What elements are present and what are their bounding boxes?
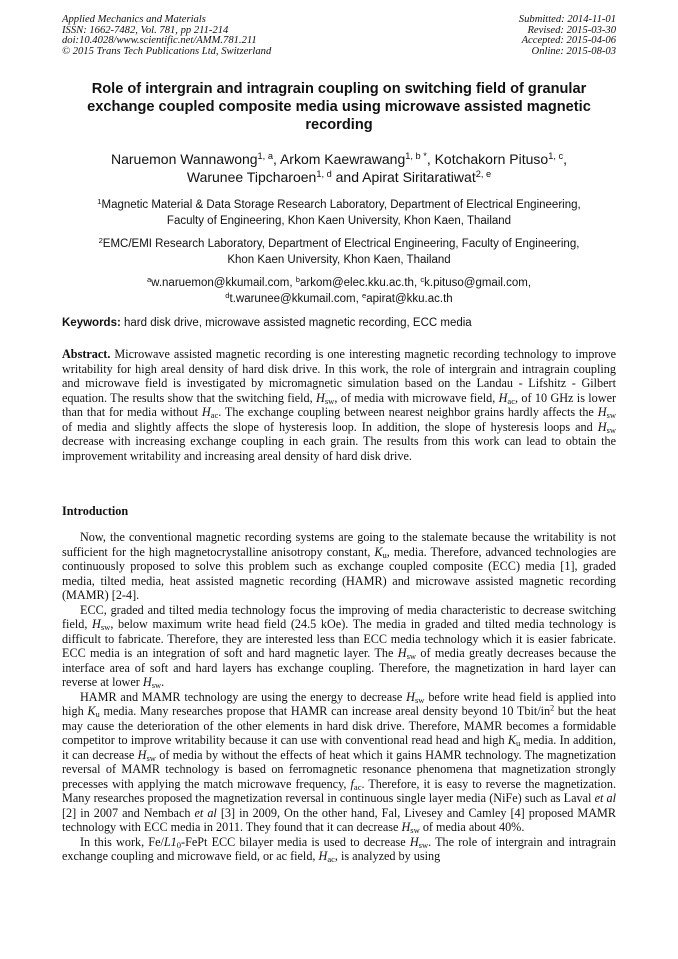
email-sup: c — [420, 274, 425, 284]
paragraph — [62, 530, 616, 603]
text-run: Microwave assisted magnetic recording is one interesting magnetic recording technology to improve writability for high areal density of hard disk drive. In this work, the role of intergrain and intragrain coupling and microwave field is investigated by micromagnetic simulation based on the Landau - Lifshitz - Gilbert equation. The results show that the switching field, — [62, 347, 617, 405]
symbol-sub: sw — [414, 694, 425, 705]
symbol-sub: ac — [353, 781, 362, 792]
author-sup: 1, c — [548, 150, 564, 161]
symbol-sub: sw — [324, 395, 335, 406]
symbol-sub: sw — [146, 752, 156, 763]
affiliation-line: Magnetic Material & Data Storage Research Laboratory, Department of Electrical Engineering, — [101, 199, 581, 211]
author-name: Warunee Tipcharoen — [186, 169, 317, 185]
text-run: before write head field is applied into high — [62, 689, 617, 718]
affiliation-line: Khon Kaen University, Khon Kaen, Thailand — [227, 254, 451, 266]
email-list — [62, 275, 616, 307]
text-run: Now, the conventional magnetic recording systems are going to the stalemate because the writability is not sufficient for the high magnetocrystalline anisotropy constant, — [62, 530, 616, 559]
email-link[interactable]: k.pituso@gmail.com, — [424, 277, 532, 289]
author-sup: 1, b * — [405, 150, 427, 161]
text-run: of 10 GHz is lower than that for media without — [62, 390, 617, 419]
author-sup: 1, d — [316, 168, 332, 179]
symbol: H — [142, 675, 152, 689]
email-sup: e — [362, 290, 367, 300]
keywords-text: hard disk drive, microwave assisted magnetic recording, ECC media — [124, 317, 472, 329]
author-list: Naruemon Wannawong$^{1, a}$, Arkom Kaewrawang$^{1, b *}$, Kotchakorn Pituso$^{1, c}$, Warunee Tipcharoen$^{1, d}$ and Apirat Siritaratiwat$^{2, e}$ — [110, 150, 567, 185]
author-name: Apirat Siritaratiwat — [362, 169, 476, 185]
dates-info — [519, 15, 616, 57]
text-run: , below maximum write head field (24.5 kOe). The media in graded and tilted media technology is difficult to fabricate. Therefore, they are interested less than ECC media technology which it is easier fabricate. ECC media is an integration of soft and hard magnetic layer. The — [62, 617, 616, 660]
paragraph — [62, 603, 616, 690]
email-link[interactable]: arkom@elec.kku.ac.th, — [300, 277, 418, 289]
keywords-label: Keywords: — [62, 317, 121, 329]
symbol: K — [87, 704, 96, 718]
text-run: In this work, Fe/ — [80, 834, 164, 849]
symbol-sub: ac — [210, 410, 219, 421]
symbol: H — [409, 834, 419, 849]
affiliation-number: 1 — [97, 196, 102, 206]
symbol-sub: u — [95, 709, 100, 720]
symbol: H — [92, 617, 101, 631]
symbol-sub: sw — [418, 839, 429, 850]
et-al: et al — [594, 791, 617, 805]
symbol-sub: sw — [606, 410, 617, 421]
symbol: H — [397, 646, 407, 660]
email-link[interactable]: apirat@kku.ac.th — [366, 293, 453, 305]
affiliation-2 — [62, 236, 616, 268]
paragraph — [62, 690, 616, 835]
superscript: 2 — [550, 703, 555, 713]
email-link[interactable]: t.warunee@kkumail.com, — [229, 293, 359, 305]
symbol-sub: 0 — [176, 839, 182, 850]
symbol: f — [350, 776, 354, 791]
text-run: media. In addition, it can decrease — [62, 733, 617, 762]
text-run: [2] in 2007 and Nembach — [62, 805, 191, 820]
author-name: Arkom Kaewrawang — [279, 151, 406, 167]
author-and: and — [335, 169, 359, 185]
author-name: Naruemon Wannawong — [110, 151, 258, 167]
abstract-paragraph: Abstract. Microwave assisted magnetic recording is one interesting magnetic recording technology to improve writability for high areal density of hard disk drive. In this work, the role of intergrain and intragrain coupling and microwave field is investigated by micromagnetic simulation based on the Landau - Lifshitz - Gilbert equation. The results show that the switching field, $H_{sw}$, of media with microwave field, $H_{ac}$, of 10 GHz is lower than that for media without $H_{ac}$. The exchange coupling between nearest neighbor grains hardly affects the $H_{sw}$ of media and slightly affects the slope of hysteresis loop. In addition, the slope of hysteresis loops and $H_{sw}$ decrease with increasing exchange coupling in each grain. The results from this work can lead to obtain the improvement writability and increasing areal density of hard disk drive. — [62, 347, 617, 463]
text-run: -FePt ECC bilayer media is used to decrease — [181, 834, 406, 849]
journal-doi: doi:10.4028/www.scientific.net/AMM.781.211 — [62, 35, 257, 47]
email-sup: b — [295, 274, 300, 284]
email-link[interactable]: w.naruemon@kkumail.com, — [151, 277, 293, 289]
symbol-sub: ac — [327, 854, 335, 865]
author-sup: 2, e — [475, 168, 492, 179]
symbol-sub: sw — [410, 825, 420, 836]
affiliation-number: 2 — [98, 235, 103, 245]
symbol: H — [201, 405, 211, 419]
text-run: of media about 40%. — [422, 820, 525, 834]
symbol: L1 — [163, 834, 177, 849]
symbol: H — [316, 390, 325, 405]
date-accepted: Accepted: 2015-04-06 — [521, 35, 616, 47]
text-run: but the heat may cause the deterioration of the other elements in hard disk drive. Therefore, MAMR becomes a formidable competitor to improve writability because it can use with conventional read head and high — [62, 704, 616, 747]
date-online: Online: 2015-08-03 — [531, 45, 616, 57]
abstract — [62, 347, 616, 463]
journal-name: Applied Mechanics and Materials — [62, 14, 206, 25]
symbol: H — [318, 849, 328, 863]
paper-title: Role of intergrain and intragrain coupling on switching field of granular exchange coupled composite media using microwave assisted magnetic recording — [87, 81, 591, 133]
email-sup: a — [146, 274, 152, 284]
symbol: H — [498, 390, 508, 405]
symbol: H — [597, 419, 607, 434]
text-run: HAMR and MAMR technology are using the energy to decrease — [80, 689, 403, 704]
text-run: ECC, graded and tilted media technology focus the improving of media characteristic to decrease switching field, — [62, 602, 616, 631]
et-al: et al — [194, 805, 217, 820]
text-run: media. Many researches propose that HAMR can increase areal density beyond 10 Tbit/in — [103, 704, 551, 718]
symbol-sub: sw — [151, 680, 162, 691]
text-run: of media and slightly affects the slope of hysteresis loop. In addition, the slope of hysteresis loops and — [62, 419, 593, 434]
text-run: decrease with increasing exchange coupling in each grain. The results from this work can lead to obtain the improvement writability and increasing areal density of hard disk drive. — [62, 434, 616, 463]
text-run: . — [161, 675, 165, 689]
symbol-sub: sw — [100, 622, 111, 633]
text-run: . Therefore, it is easy to reverse the magnetization. Many researches proposed the magnetization reversal in continuous single layer media (NiFe) such as Laval — [62, 776, 617, 805]
journal-issn: ISSN: 1662-7482, Vol. 781, pp 211-214 — [62, 24, 229, 36]
journal-info — [62, 15, 271, 57]
text-run: . The exchange coupling between nearest neighbor grains hardly affects the — [218, 405, 594, 419]
abstract-label: Abstract. — [62, 347, 111, 361]
symbol: H — [597, 405, 607, 419]
text-run: . The role of intergrain and intragrain exchange coupling and microwave field, or ac field, — [62, 834, 617, 863]
affiliation-line: Faculty of Engineering, Khon Kaen University, Khon Kaen, Thailand — [166, 215, 512, 227]
date-submitted: Submitted: 2014-11-01 — [518, 14, 616, 25]
author-sup: 1, a — [257, 150, 273, 161]
symbol-sub: u — [382, 549, 387, 560]
section-heading-introduction: Introduction — [62, 504, 129, 518]
introduction-body — [62, 530, 616, 864]
symbol: K — [374, 544, 383, 559]
symbol-sub: ac — [507, 395, 515, 406]
author-name: Kotchakorn Pituso — [434, 151, 549, 167]
symbol-sub: sw — [406, 651, 417, 662]
symbol-sub: sw — [606, 424, 616, 435]
affiliation-1 — [62, 197, 616, 229]
keywords — [62, 316, 616, 330]
text-run: [3] in 2009, On the other hand, Fal, Livesey and Camley [4] proposed MAMR technology with ECC media in 2011. They found that it can decrease — [62, 805, 617, 834]
text-run: of media greatly decreases because the interface area of soft and hard layers has exchange coupling. Therefore, the magnetization in hard layer can reverse at lower — [62, 646, 616, 689]
text-run: , media. Therefore, advanced technologies are continuously proposed to solve this problem such as exchange coupled composite (ECC) media [1], graded media, tilted media, heat assisted magnetic recording (HAMR) and microwave assisted magnetic recording (MAMR) [2-4]. — [62, 544, 616, 602]
text-run: of media with microwave field, — [340, 390, 496, 405]
paragraph — [62, 835, 616, 864]
date-revised: Revised: 2015-03-30 — [527, 24, 616, 36]
text-run: of media by without the effects of heat which it gains HAMR technology. The magnetization reversal of MAMR technology is based on ferromagnetic resonance phenomena that magnetization strongly precesses with applying the match microwave frequency, — [62, 747, 617, 791]
email-sup: d — [225, 290, 230, 300]
text-run: , is analyzed by using — [334, 849, 441, 863]
symbol: H — [401, 820, 411, 834]
symbol: H — [406, 689, 415, 704]
journal-copyright: © 2015 Trans Tech Publications Ltd, Switzerland — [62, 45, 272, 57]
symbol: K — [507, 733, 516, 747]
affiliation-line: EMC/EMI Research Laboratory, Department of Electrical Engineering, Faculty of Engineering, — [102, 238, 580, 250]
symbol-sub: u — [515, 738, 521, 749]
symbol: H — [137, 747, 147, 762]
